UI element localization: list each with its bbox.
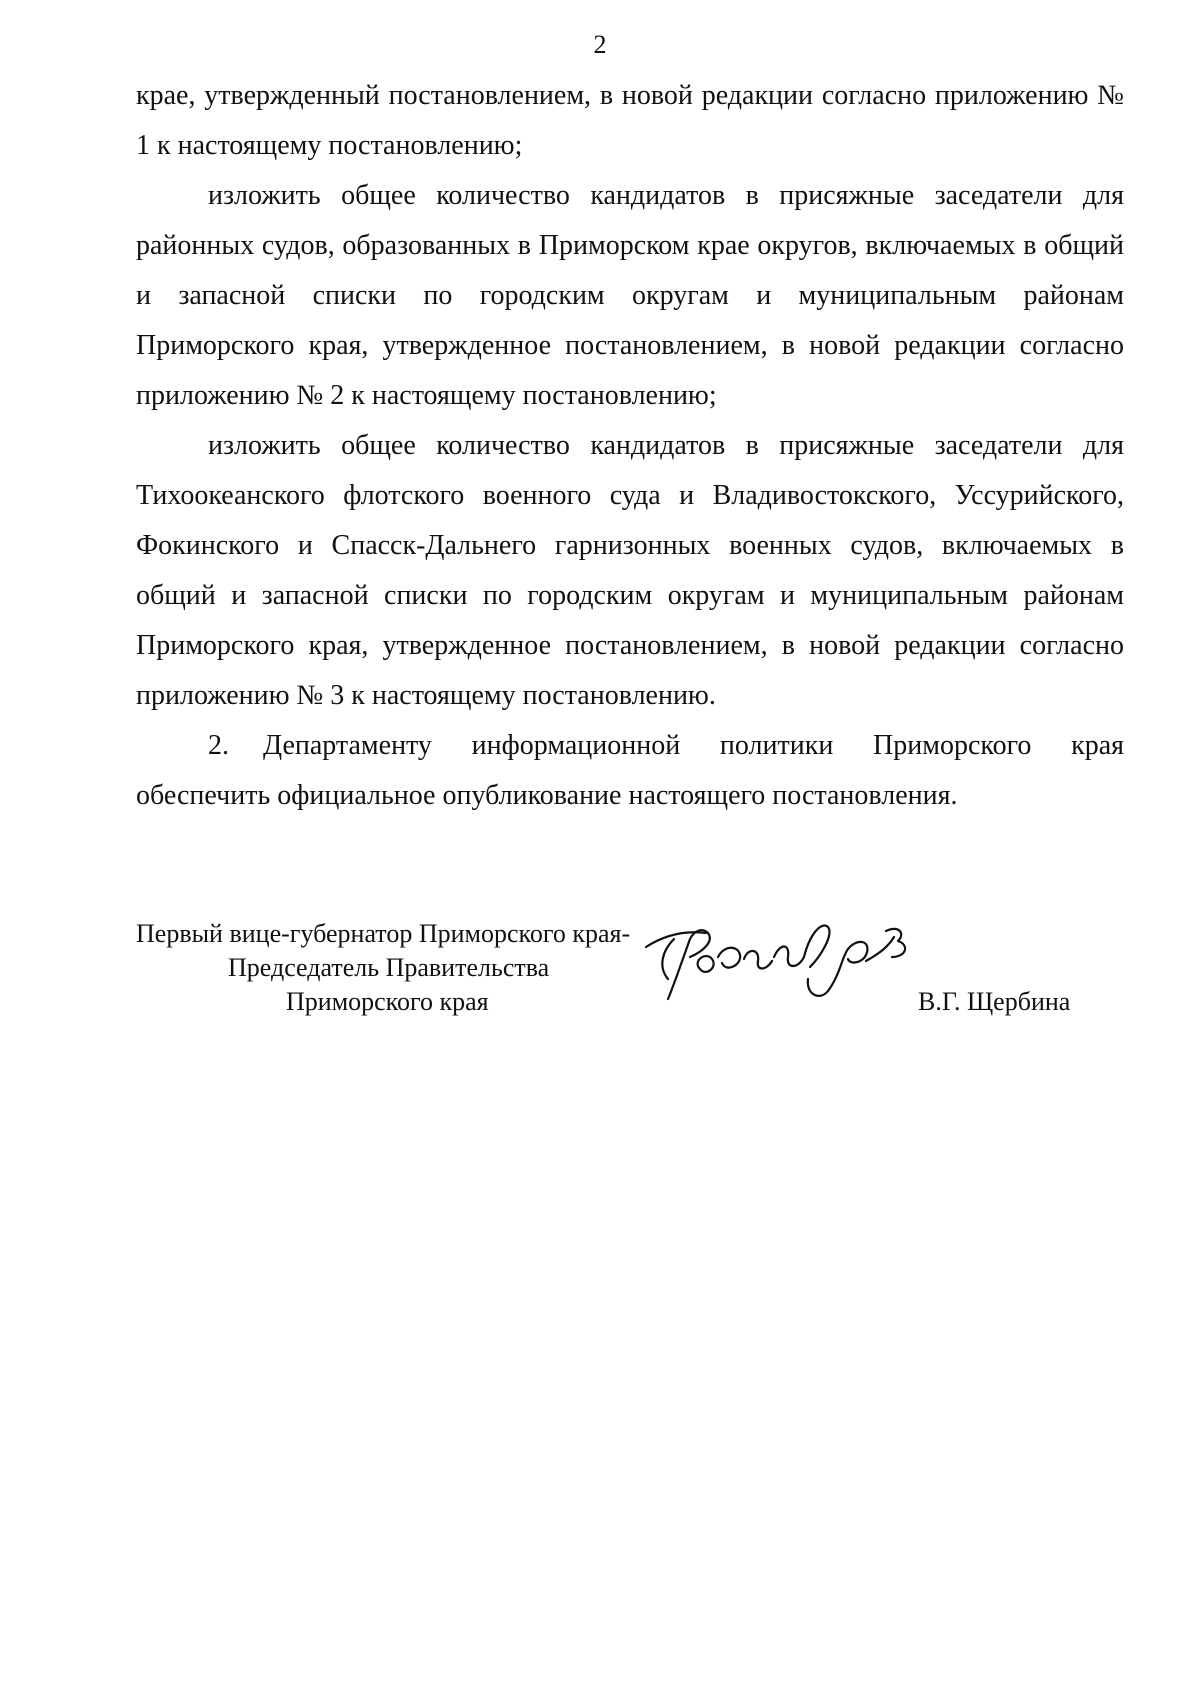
paragraph-publication [136, 721, 1124, 821]
signer-position-line-1: Первый вице-губернатор Приморского края- [136, 919, 631, 948]
signature-block [136, 917, 1124, 1037]
paragraph-district-courts: изложить общее количество кандидатов в присяжные заседатели для районных судов, образованных в Приморском крае округов, включаемых в общий и запасной списки по городским округам и муниципальным районам Приморского края, утвержденное постановлением, в новой редакции согласно приложению № 2 к настоящему постановлению; [136, 180, 1124, 411]
paragraph-number: 2. [208, 730, 229, 761]
document-body [136, 71, 1124, 821]
signer-name: В.Г. Щербина [918, 987, 1071, 1016]
signer-position-line-3: Приморского края [286, 987, 489, 1016]
page-number: 2 [593, 30, 607, 59]
paragraph-continuation: крае, утвержденный постановлением, в новой редакции согласно приложению № 1 к настоящему постановлению; [136, 80, 1124, 161]
paragraph-publication-text: Департаменту информационной политики Приморского края обеспечить официальное опубликование настоящего постановления. [136, 730, 1124, 811]
signer-position-line-2: Председатель Правительства [228, 953, 550, 982]
paragraph-military-courts: изложить общее количество кандидатов в присяжные заседатели для Тихоокеанского флотского военного суда и Владивостокского, Уссурийского, Фокинского и Спасск-Дальнего гарнизонных военных судов, включаемых в общий и запасной списки по городским округам и муниципальным районам Приморского края, утвержденное постановлением, в новой редакции согласно приложению № 3 к настоящему постановлению. [136, 430, 1124, 711]
